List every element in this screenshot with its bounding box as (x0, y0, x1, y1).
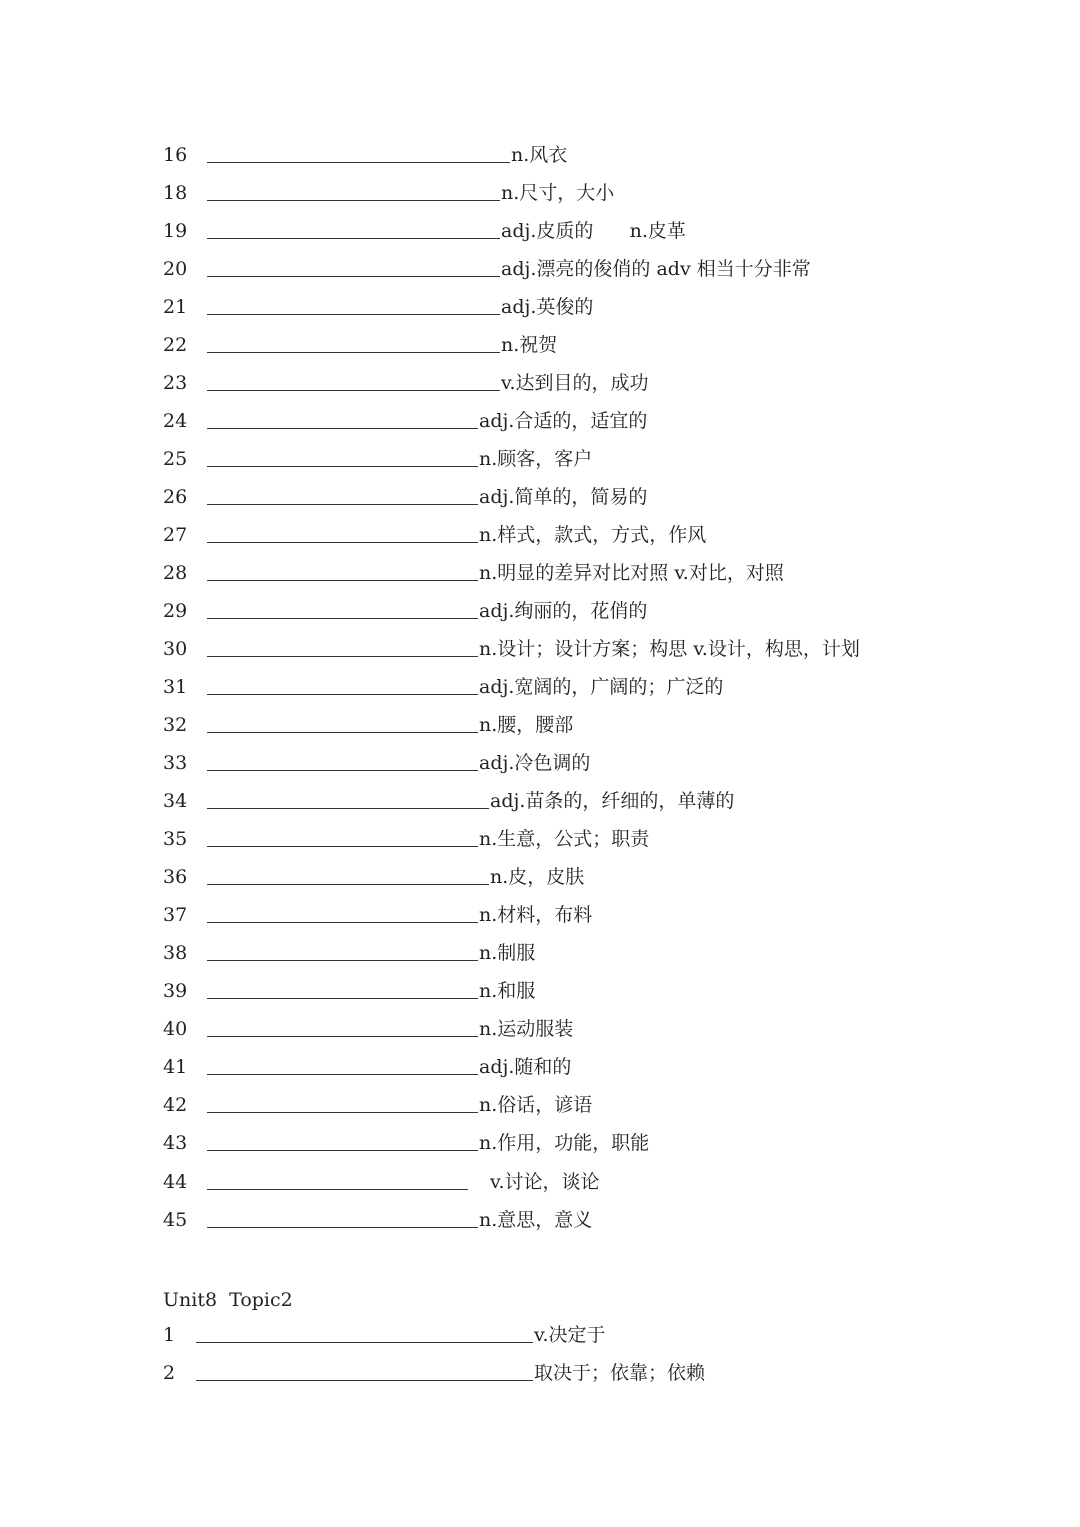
answer-blank (207, 884, 489, 885)
answer-blank (207, 1227, 478, 1228)
item-definition: adj.合适的，适宜的 (479, 410, 648, 432)
answer-blank (207, 162, 510, 163)
item-definition: n.制服 (479, 942, 536, 964)
item-definition: n.设计；设计方案；构思 v.设计，构思，计划 (479, 638, 860, 660)
item-definition: n.样式，款式，方式，作风 (479, 524, 707, 546)
item-definition: adj.漂亮的俊俏的 adv 相当十分非常 (501, 258, 811, 280)
item-definition: adj.宽阔的，广阔的；广泛的 (479, 676, 724, 698)
answer-blank (207, 998, 478, 999)
item-number: 33 (163, 752, 188, 774)
section-heading: Unit8 Topic2 (163, 1289, 293, 1311)
answer-blank (207, 1189, 468, 1190)
item-definition: adj.苗条的，纤细的，单薄的 (490, 790, 735, 812)
item-definition: adj.随和的 (479, 1056, 572, 1078)
item-number: 34 (163, 790, 188, 812)
answer-blank (207, 770, 478, 771)
item-number: 35 (163, 828, 188, 850)
item-number: 37 (163, 904, 188, 926)
item-definition: n.作用，功能，职能 (479, 1132, 650, 1154)
item-number: 42 (163, 1094, 188, 1116)
item-number: 20 (163, 258, 188, 280)
item-definition: adj.简单的，简易的 (479, 486, 648, 508)
item-definition: n.材料，布料 (479, 904, 593, 926)
answer-blank (207, 352, 500, 353)
item-number: 22 (163, 334, 188, 356)
answer-blank (207, 276, 500, 277)
item-number: 26 (163, 486, 188, 508)
item-definition: n.腰，腰部 (479, 714, 574, 736)
item-number: 18 (163, 182, 188, 204)
item-number: 23 (163, 372, 188, 394)
item-definition: v.决定于 (534, 1324, 606, 1346)
item-number: 38 (163, 942, 188, 964)
item-number: 2 (163, 1362, 176, 1384)
item-number: 30 (163, 638, 188, 660)
item-definition: v.达到目的，成功 (501, 372, 649, 394)
answer-blank (207, 1074, 478, 1075)
item-number: 40 (163, 1018, 188, 1040)
item-definition: adj.英俊的 (501, 296, 594, 318)
answer-blank (207, 428, 478, 429)
answer-blank (196, 1380, 533, 1381)
answer-blank (207, 390, 500, 391)
item-number: 29 (163, 600, 188, 622)
item-definition: adj.皮质的 n.皮革 (501, 220, 686, 242)
answer-blank (207, 238, 500, 239)
item-number: 24 (163, 410, 188, 432)
item-definition: adj.绚丽的，花俏的 (479, 600, 648, 622)
item-number: 28 (163, 562, 188, 584)
item-definition: adj.冷色调的 (479, 752, 591, 774)
item-number: 25 (163, 448, 188, 470)
item-number: 43 (163, 1132, 188, 1154)
answer-blank (207, 1150, 478, 1151)
item-definition: n.意思，意义 (479, 1209, 593, 1231)
item-definition: n.尺寸，大小 (501, 182, 615, 204)
answer-blank (207, 846, 478, 847)
answer-blank (207, 542, 478, 543)
answer-blank (207, 922, 478, 923)
item-number: 31 (163, 676, 188, 698)
item-number: 19 (163, 220, 188, 242)
item-definition: n.生意，公式；职责 (479, 828, 650, 850)
answer-blank (207, 808, 489, 809)
item-definition: n.皮，皮肤 (490, 866, 585, 888)
answer-blank (207, 200, 500, 201)
answer-blank (207, 314, 500, 315)
answer-blank (207, 1036, 478, 1037)
item-number: 39 (163, 980, 188, 1002)
item-number: 36 (163, 866, 188, 888)
answer-blank (207, 618, 478, 619)
answer-blank (207, 466, 478, 467)
item-definition: n.明显的差异对比对照 v.对比，对照 (479, 562, 784, 584)
answer-blank (196, 1342, 533, 1343)
item-definition: n.和服 (479, 980, 536, 1002)
item-number: 21 (163, 296, 188, 318)
answer-blank (207, 504, 478, 505)
item-number: 1 (163, 1324, 176, 1346)
answer-blank (207, 732, 478, 733)
answer-blank (207, 694, 478, 695)
item-definition: n.祝贺 (501, 334, 558, 356)
item-number: 44 (163, 1171, 188, 1193)
answer-blank (207, 1112, 478, 1113)
answer-blank (207, 580, 478, 581)
item-definition: n.风衣 (511, 144, 568, 166)
item-definition: 取决于；依靠；依赖 (534, 1362, 706, 1384)
item-number: 16 (163, 144, 188, 166)
answer-blank (207, 960, 478, 961)
item-definition: v.讨论，谈论 (490, 1171, 600, 1193)
item-number: 41 (163, 1056, 188, 1078)
item-number: 32 (163, 714, 188, 736)
item-definition: n.顾客，客户 (479, 448, 593, 470)
item-definition: n.俗话，谚语 (479, 1094, 593, 1116)
item-definition: n.运动服装 (479, 1018, 574, 1040)
item-number: 27 (163, 524, 188, 546)
answer-blank (207, 656, 478, 657)
item-number: 45 (163, 1209, 188, 1231)
